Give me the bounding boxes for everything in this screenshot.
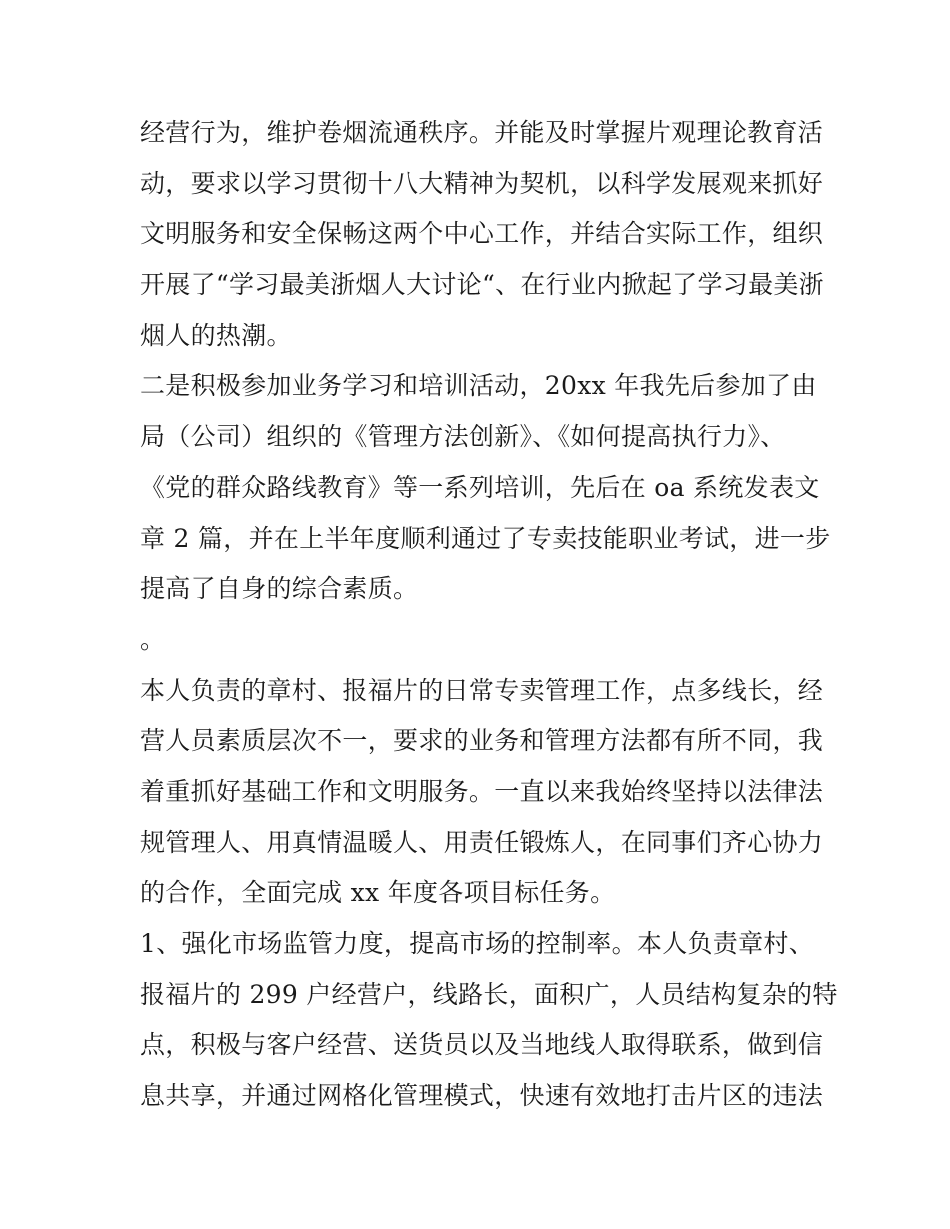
text-line: 动，要求以学习贯彻十八大精神为契机，以科学发展观来抓好 [140, 168, 824, 198]
text-line: 烟人的热潮。 [140, 320, 292, 350]
text-line: 二是积极参加业务学习和培训活动，20xx 年我先后参加了由 [140, 371, 817, 401]
text-line: 《党的群众路线教育》等一系列培训，先后在 oa 系统发表文 [140, 472, 820, 502]
text-line: 章 2 篇，并在上半年度顺利通过了专卖技能职业考试，进一步 [140, 523, 831, 553]
text-line: 规管理人、用真情温暖人、用责任锻炼人，在同事们齐心协力 [140, 827, 824, 857]
text-line: 息共享，并通过网格化管理模式，快速有效地打击片区的违法 [140, 1081, 824, 1111]
text-line: 经营行为，维护卷烟流通秩序。并能及时掌握片观理论教育活 [140, 118, 824, 147]
text-line: 本人负责的章村、报福片的日常专卖管理工作，点多线长，经 [140, 675, 824, 705]
text-line: 点，积极与客户经营、送货员以及当地线人取得联系，做到信 [140, 1030, 824, 1060]
text-line: 开展了“学习最美浙烟人大讨论“、在行业内掀起了学习最美浙 [140, 270, 824, 300]
text-line: 局（公司）组织的《管理方法创新》、《如何提高执行力》、 [140, 422, 786, 452]
document-body [140, 108, 838, 1122]
text-line: 营人员素质层次不一，要求的业务和管理方法都有所不同，我 [140, 726, 824, 756]
text-line: 提高了自身的综合素质。 [140, 574, 419, 604]
text-line: 1、强化市场监管力度，提高市场的控制率。本人负责章村、 [140, 929, 815, 958]
text-line: 。 [140, 624, 166, 654]
text-line: 着重抓好基础工作和文明服务。一直以来我始终坚持以法律法 [140, 776, 824, 806]
text-line: 报福片的 299 户经营户，线路长，面积广，人员结构复杂的特 [140, 979, 838, 1009]
text-line: 文明服务和安全保畅这两个中心工作，并结合实际工作，组织 [140, 219, 824, 249]
text-line: 的合作，全面完成 xx 年度各项目标任务。 [140, 878, 616, 908]
